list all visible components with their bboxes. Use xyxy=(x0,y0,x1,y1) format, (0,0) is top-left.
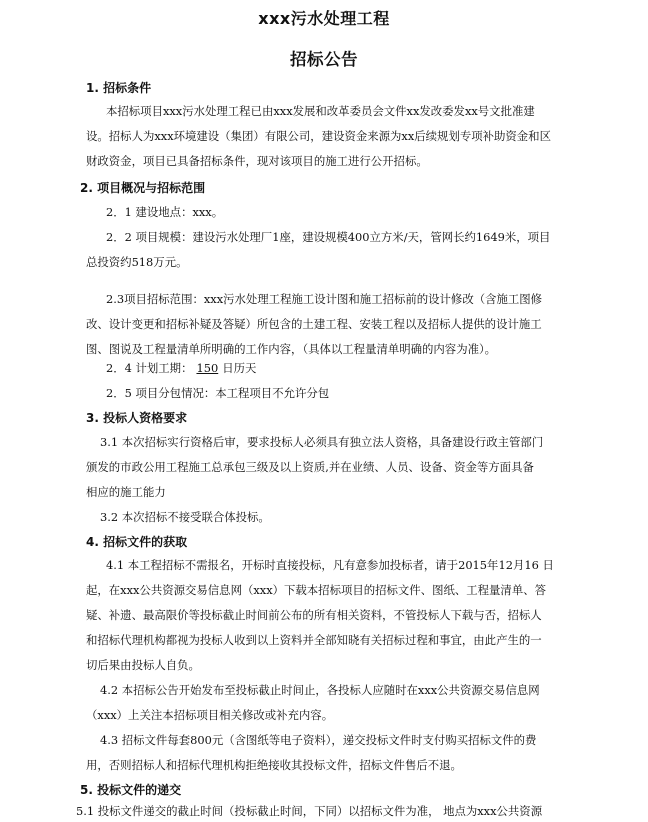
item-4-2-line-1: 4.2 本招标公告开始发布至投标截止时间止，各投标人应随时在xxx公共资源交易信息网 xyxy=(100,683,540,697)
section-1-line-1: 本招标项目xxx污水处理工程已由xxx发展和改革委员会文件xx发改委发xx号文批准建 xyxy=(106,104,535,118)
item-4-1-line-1: 4.1 本工程招标不需报名，开标时直接投标，凡有意参加投标者，请于2015年12月16 日 xyxy=(106,558,554,572)
item-2-3-line-1: 2.3项目招标范围：xxx污水处理工程施工设计图和施工招标前的设计修改（含施工图修 xyxy=(106,292,543,306)
item-2-2-line-2: 总投资约518万元。 xyxy=(86,255,188,269)
item-4-1-line-5: 切后果由投标人自负。 xyxy=(86,658,200,672)
section-5-heading: 5. 投标文件的递交 xyxy=(80,783,182,797)
document-subtitle: 招标公告 xyxy=(290,50,358,69)
item-4-1-line-2: 起，在xxx公共资源交易信息网（xxx）下载本招标项目的招标文件、图纸、工程量清单、答 xyxy=(86,583,546,597)
item-4-3-line-2: 用，否则招标人和招标代理机构拒绝接收其投标文件，招标文件售后不退。 xyxy=(86,758,462,772)
item-2-4-label: 2．4 计划工期： xyxy=(106,361,193,375)
document-title: xxx污水处理工程 xyxy=(258,9,390,28)
construction-period-value: 150 xyxy=(196,361,219,375)
item-2-4 xyxy=(106,361,256,375)
item-3-1-line-1: 3.1 本次招标实行资格后审，要求投标人必须具有独立法人资格，具备建设行政主管部门 xyxy=(100,435,544,449)
item-3-1-line-3: 相应的施工能力 xyxy=(86,485,166,499)
item-2-1: 2．1 建设地点：xxx。 xyxy=(106,205,224,219)
item-2-4-unit: 日历天 xyxy=(222,361,257,375)
item-3-2: 3.2 本次招标不接受联合体投标。 xyxy=(100,510,270,524)
item-3-1-line-2: 颁发的市政公用工程施工总承包三级及以上资质,并在业绩、人员、设备、资金等方面具备 xyxy=(86,460,534,474)
item-4-1-line-3: 疑、补遗、最高限价等投标截止时间前公布的所有相关资料，不管投标人下载与否，招标人 xyxy=(86,608,542,622)
item-4-1-line-4: 和招标代理机构都视为投标人收到以上资料并全部知晓有关招标过程和事宜，由此产生的一 xyxy=(86,633,542,647)
section-4-heading: 4. 招标文件的获取 xyxy=(86,535,188,549)
item-4-2-line-2: （xxx）上关注本招标项目相关修改或补充内容。 xyxy=(86,708,334,722)
section-1-heading: 1. 招标条件 xyxy=(86,81,152,95)
item-5-1-line-1: 5.1 投标文件递交的截止时间（投标截止时间，下同）以招标文件为准， 地点为xxx公共资源 xyxy=(76,804,543,818)
item-4-3-line-1: 4.3 招标文件每套800元（含图纸等电子资料），递交投标文件时支付购买招标文件的费 xyxy=(100,733,537,747)
item-2-2-line-1: 2．2 项目规模：建设污水处理厂1座，建设规模400立方米/天，管网长约1649米，项目 xyxy=(106,230,551,244)
item-2-3-line-3: 图、图说及工程量清单所明确的工作内容，（具体以工程量清单明确的内容为准）。 xyxy=(86,342,497,356)
section-3-heading: 3. 投标人资格要求 xyxy=(86,411,188,425)
section-2-heading: 2. 项目概况与招标范围 xyxy=(80,181,206,195)
section-1-line-3: 财政资金，项目已具备招标条件，现对该项目的施工进行公开招标。 xyxy=(86,154,428,168)
item-2-5: 2．5 项目分包情况：本工程项目不允许分包 xyxy=(106,386,330,400)
item-2-3-line-2: 改、设计变更和招标补疑及答疑）所包含的土建工程、安装工程以及招标人提供的设计施工 xyxy=(86,317,542,331)
section-1-line-2: 设。招标人为xxx环境建设（集团）有限公司，建设资金来源为xx后续规划专项补助资金和区 xyxy=(86,129,551,143)
